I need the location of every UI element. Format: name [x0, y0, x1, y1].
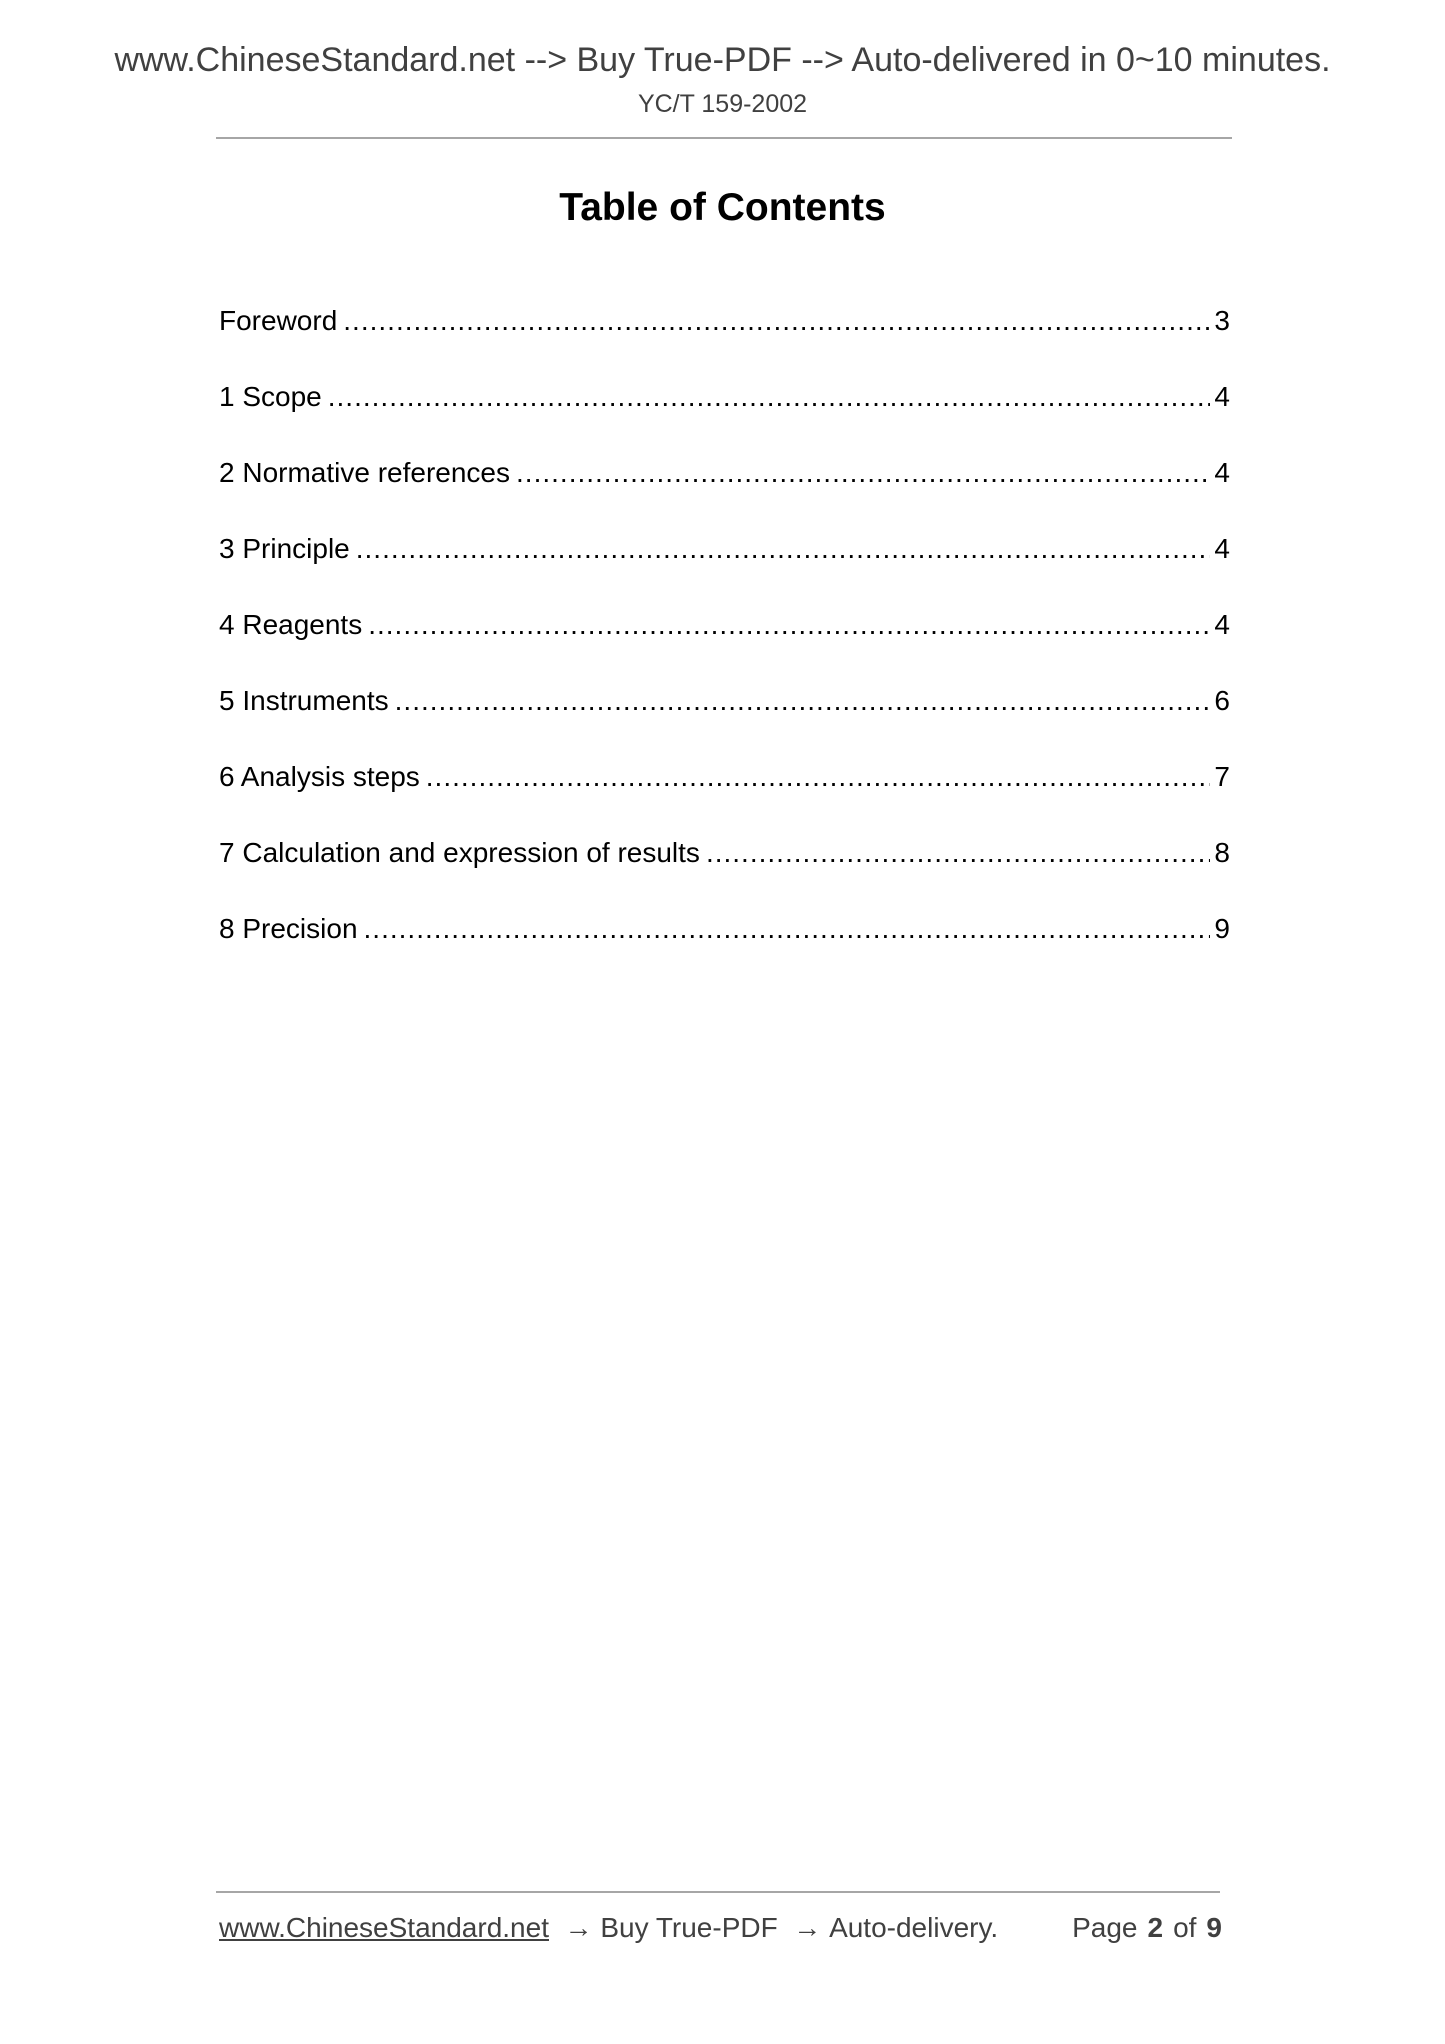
toc-entry-principle[interactable]	[219, 529, 1230, 605]
toc-dot-leader	[343, 301, 1210, 341]
toc-entry-page: 4	[1214, 609, 1230, 640]
toc-list	[219, 301, 1230, 985]
footer-promo	[219, 1908, 998, 1948]
footer-buy-text: Buy True-PDF	[600, 1912, 778, 1943]
toc-entry-foreword[interactable]	[219, 301, 1230, 377]
toc-entry-normative-references[interactable]	[219, 453, 1230, 529]
toc-dot-leader	[364, 909, 1211, 949]
toc-entry-instruments[interactable]	[219, 681, 1230, 757]
toc-entry-analysis-steps[interactable]	[219, 757, 1230, 833]
of-word: of	[1173, 1912, 1197, 1943]
current-page-number: 2	[1147, 1912, 1164, 1943]
toc-dot-leader	[706, 833, 1210, 873]
toc-dot-leader	[426, 757, 1211, 797]
footer-site-link[interactable]: www.ChineseStandard.net	[219, 1912, 549, 1943]
toc-entry-page: 4	[1214, 533, 1230, 564]
toc-dot-leader	[395, 681, 1211, 721]
footer-divider	[216, 1891, 1220, 1893]
toc-entry-label: 6 Analysis steps	[219, 761, 420, 792]
toc-entry-label: 3 Principle	[219, 533, 350, 564]
toc-entry-label: Foreword	[219, 305, 338, 336]
page-word: Page	[1072, 1912, 1138, 1943]
toc-entry-page: 7	[1214, 761, 1230, 792]
toc-entry-page: 8	[1214, 837, 1230, 868]
toc-entry-calculation[interactable]	[219, 833, 1230, 909]
page-counter	[1072, 1908, 1222, 1948]
toc-entry-label: 4 Reagents	[219, 609, 363, 640]
toc-entry-label: 2 Normative references	[219, 457, 511, 488]
toc-entry-precision[interactable]	[219, 909, 1230, 985]
toc-entry-page: 4	[1214, 381, 1230, 412]
page-footer	[219, 1908, 1222, 1948]
footer-delivery-text: Auto-delivery.	[829, 1912, 999, 1943]
total-pages-number: 9	[1206, 1912, 1222, 1943]
toc-title: Table of Contents	[559, 186, 886, 229]
right-arrow-icon: →	[556, 1912, 601, 1943]
toc-entry-label: 7 Calculation and expression of results	[219, 837, 700, 868]
toc-entry-label: 8 Precision	[219, 913, 358, 944]
toc-entry-page: 6	[1214, 685, 1230, 716]
toc-dot-leader	[516, 453, 1210, 493]
top-banner: www.ChineseStandard.net --> Buy True-PDF --> Auto-delivered in 0~10 minutes.	[114, 41, 1331, 79]
right-arrow-icon: →	[785, 1912, 830, 1943]
standard-code: YC/T 159-2002	[637, 90, 808, 118]
toc-entry-label: 5 Instruments	[219, 685, 389, 716]
toc-entry-page: 9	[1214, 913, 1230, 944]
toc-entry-page: 4	[1214, 457, 1230, 488]
toc-entry-scope[interactable]	[219, 377, 1230, 453]
toc-dot-leader	[368, 605, 1210, 645]
toc-dot-leader	[356, 529, 1211, 569]
toc-entry-reagents[interactable]	[219, 605, 1230, 681]
toc-dot-leader	[328, 377, 1211, 417]
toc-entry-label: 1 Scope	[219, 381, 322, 412]
header-divider	[216, 137, 1232, 139]
toc-entry-page: 3	[1214, 305, 1230, 336]
